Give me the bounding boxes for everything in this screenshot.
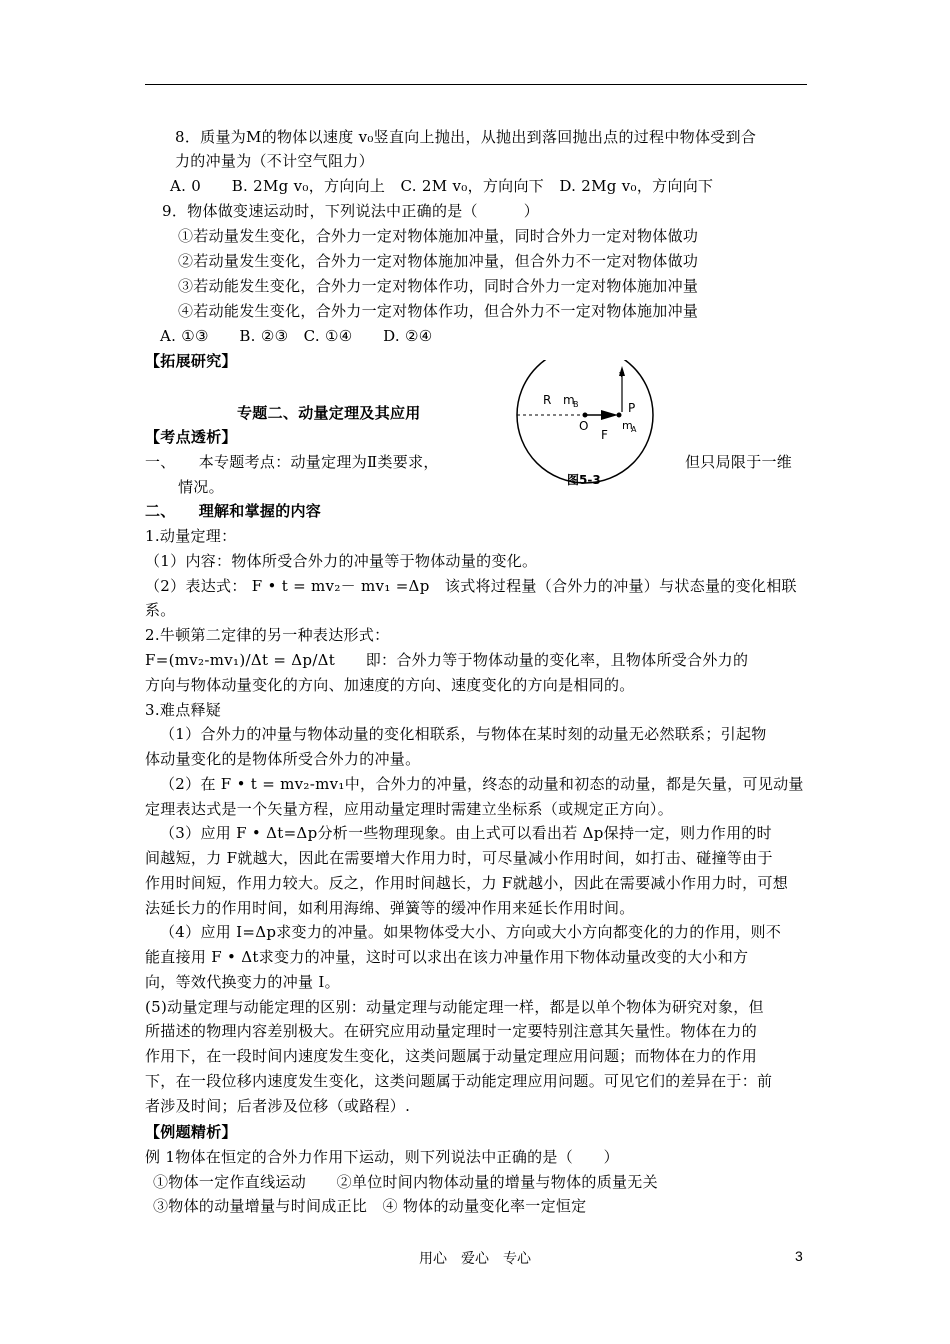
force-arrowhead	[601, 410, 618, 420]
label-v: v	[619, 370, 625, 380]
header-rule	[145, 84, 807, 85]
page-number: 3	[795, 1248, 803, 1264]
difficulty-4-line-1: （4）应用 I=Δp求变力的冲量。如果物体受大小、方向或大小方向都变化的力的作用，则不	[160, 923, 782, 941]
difficulty-5-line-2: 所描述的物理内容差别极大。在研究应用动量定理时一定要特别注意其矢量性。物体在力的	[145, 1022, 758, 1040]
label-mB: m	[563, 393, 575, 407]
circle-diagram-figure	[505, 360, 655, 490]
example-1-options-2: ③物体的动量增量与时间成正比 ④ 物体的动量变化率一定恒定	[153, 1197, 587, 1215]
example-1-stem: 例 1物体在恒定的合外力作用下运动，则下列说法中正确的是（ ）	[145, 1148, 619, 1166]
key-point-line-2: 情况。	[178, 478, 224, 496]
difficulty-4-line-2: 能直接用 F • Δt求变力的冲量，这时可以求出在该力冲量作用下物体动量改变的大小和方	[145, 948, 749, 966]
difficulty-3-line-1: （3）应用 F • Δt=Δp分析一些物理现象。由上式可以看出若 Δp保持一定，则力作用的时	[160, 824, 772, 842]
difficulty-2-line-1: （2）在 F • t = mv₂-mv₁中，合外力的冲量，终态的动量和初态的动量，都是矢量，可见动量	[160, 775, 804, 793]
center-point	[583, 413, 588, 418]
section-heading-extension: 【拓展研究】	[145, 352, 237, 370]
difficulty-1-line-1: （1）合外力的冲量与物体动量的变化相联系，与物体在某时刻的动量无必然联系；引起物	[160, 725, 767, 743]
q9-item-4: ④若动能发生变化，合外力一定对物体作功，但合外力不一定对物体施加冲量	[178, 302, 699, 320]
theorem-expression-cont: 系。	[145, 601, 176, 619]
q8-line-1: 8．质量为M的物体以速度 v₀竖直向上抛出，从抛出到落回抛出点的过程中物体受到合	[175, 128, 757, 146]
newton-line-1: F=(mv₂-mv₁)/Δt = Δp/Δt 即：合外力等于物体动量的变化率，且物体所受合外力的	[145, 651, 749, 669]
difficulty-1-line-2: 体动量变化的是物体所受合外力的冲量。	[145, 750, 421, 768]
label-O: O	[579, 419, 589, 433]
label-mB-sub: B	[573, 400, 579, 409]
understanding-heading: 二、 理解和掌握的内容	[145, 502, 322, 520]
theorem-expression: （2）表达式： F • t = mv₂－ mv₁ =Δp 该式将过程量（合外力的冲量）与状态量的变化相联	[145, 577, 797, 595]
label-P: P	[628, 401, 636, 415]
difficulty-5-line-4: 下，在一段位移内速度发生变化，这类问题属于动能定理应用问题。可见它们的差异在于：前	[145, 1072, 773, 1090]
newton-line-2: 方向与物体动量变化的方向、加速度的方向、速度变化的方向是相同的。	[145, 676, 635, 694]
key-point-line-1-tail: 但只局限于一维	[685, 453, 793, 471]
example-1-options-1: ①物体一定作直线运动 ②单位时间内物体动量的增量与物体的质量无关	[153, 1173, 658, 1191]
point-P	[617, 413, 622, 418]
difficulty-5-line-5: 者涉及时间；后者涉及位移（或路程）.	[145, 1097, 411, 1115]
theorem-heading: 1.动量定理：	[145, 527, 237, 545]
difficulty-3-line-2: 间越短，力 F就越大，因此在需要增大作用力时，可尽量减小作用时间，如打击、碰撞等由于	[145, 849, 773, 867]
difficulty-3-line-3: 作用时间短，作用力较大。反之，作用时间越长，力 F就越小，因此在需要减小作用力时，可想	[145, 874, 789, 892]
theorem-content: （1）内容：物体所受合外力的冲量等于物体动量的变化。	[145, 552, 538, 570]
label-mA: m	[622, 419, 633, 432]
difficulty-2-line-2: 定理表达式是一个矢量方程，应用动量定理时需建立坐标系（或规定正方向）。	[145, 800, 674, 818]
difficulty-5-line-1: (5)动量定理与动能定理的区别：动量定理与动能定理一样，都是以单个物体为研究对象，但	[145, 998, 764, 1016]
newton-heading: 2.牛顿第二定律的另一种表达形式：	[145, 626, 390, 644]
label-F: F	[601, 428, 608, 442]
q8-line-2: 力的冲量为（不计空气阻力）	[175, 152, 374, 170]
q8-options: A. 0 B. 2Mg v₀，方向向上 C. 2M v₀，方向向下 D. 2Mg v₀，方向向下	[170, 177, 714, 195]
q9-item-1: ①若动量发生变化，合外力一定对物体施加冲量，同时合外力一定对物体做功	[178, 227, 699, 245]
figure-caption: 图5-3	[567, 473, 601, 487]
label-mA-sub: A	[631, 425, 637, 434]
q9-stem: 9．物体做变速运动时，下列说法中正确的是（ ）	[162, 202, 540, 220]
difficulty-4-line-3: 向，等效代换变力的冲量 I。	[145, 973, 340, 991]
section-heading-examples: 【例题精析】	[145, 1123, 237, 1141]
difficulty-heading: 3.难点释疑	[145, 701, 222, 719]
difficulty-5-line-3: 作用下，在一段时间内速度发生变化，这类问题属于动量定理应用问题；而物体在力的作用	[145, 1047, 758, 1065]
difficulty-3-line-4: 法延长力的作用时间，如利用海绵、弹簧等的缓冲作用来延长作用时间。	[145, 899, 635, 917]
topic-title: 专题二、动量定理及其应用	[237, 404, 421, 422]
label-R: R	[543, 393, 552, 407]
footer-motto: 用心 爱心 专心	[419, 1251, 531, 1267]
q9-item-3: ③若动能发生变化，合外力一定对物体作功，同时合外力一定对物体施加冲量	[178, 277, 699, 295]
key-point-line-1: 一、 本专题考点：动量定理为Ⅱ类要求，	[145, 453, 439, 471]
q9-options: A. ①③ B. ②③ C. ①④ D. ②④	[160, 327, 433, 345]
section-heading-key-points: 【考点透析】	[145, 428, 237, 446]
q9-item-2: ②若动量发生变化，合外力一定对物体施加冲量，但合外力不一定对物体做功	[178, 252, 699, 270]
